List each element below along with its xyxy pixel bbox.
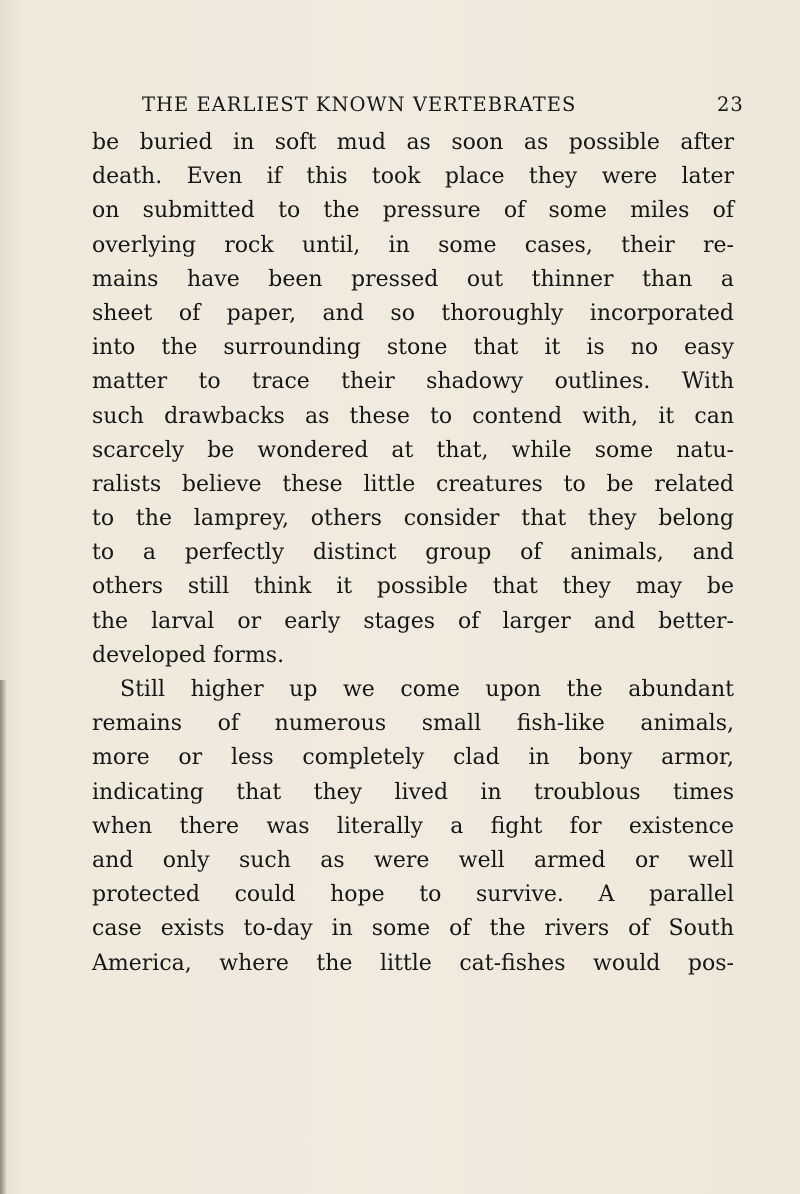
text-line: America, where the little cat-fishes would pos- — [92, 950, 734, 976]
text-line: to a perfectly distinct group of animals, and — [92, 540, 734, 566]
paragraph-end-line: developed forms. — [92, 642, 285, 668]
body-text — [92, 126, 734, 981]
text-line: death. Even if this took place they were later — [92, 164, 734, 190]
text-line: more or less completely clad in bony armor, — [92, 745, 734, 771]
page-number: 23 — [717, 93, 744, 116]
text-line: matter to trace their shadowy outlines. With — [92, 369, 734, 395]
running-head — [142, 93, 742, 116]
text-line: be buried in soft mud as soon as possible after — [92, 130, 734, 155]
text-line: scarcely be wondered at that, while some natu- — [92, 437, 734, 463]
text-line: and only such as were well armed or well — [92, 847, 734, 873]
text-line: case exists to-day in some of the rivers of South — [92, 916, 734, 942]
page-edge-shadow — [0, 680, 6, 1194]
text-line: ralists believe these little creatures to be related — [92, 471, 734, 497]
text-line: mains have been pressed out thinner than a — [92, 266, 734, 292]
text-line: to the lamprey, others consider that they belong — [92, 506, 734, 532]
text-line: such drawbacks as these to contend with, it can — [92, 403, 734, 429]
paragraph-start-line: Still higher up we come upon the abundant — [120, 677, 734, 702]
running-title: THE EARLIEST KNOWN VERTEBRATES — [142, 93, 577, 116]
text-line: when there was literally a fight for existence — [92, 813, 734, 839]
text-line: others still think it possible that they may be — [92, 574, 734, 600]
text-line: indicating that they lived in troublous times — [92, 779, 734, 805]
text-line: overlying rock until, in some cases, their re- — [92, 232, 734, 258]
text-line: protected could hope to survive. A parallel — [92, 882, 734, 908]
text-line: remains of numerous small fish-like animals, — [92, 711, 734, 737]
text-line: into the surrounding stone that it is no easy — [92, 335, 734, 361]
text-line: the larval or early stages of larger and better- — [92, 608, 734, 634]
text-line: on submitted to the pressure of some miles of — [92, 198, 734, 224]
text-line: sheet of paper, and so thoroughly incorporated — [92, 300, 734, 326]
